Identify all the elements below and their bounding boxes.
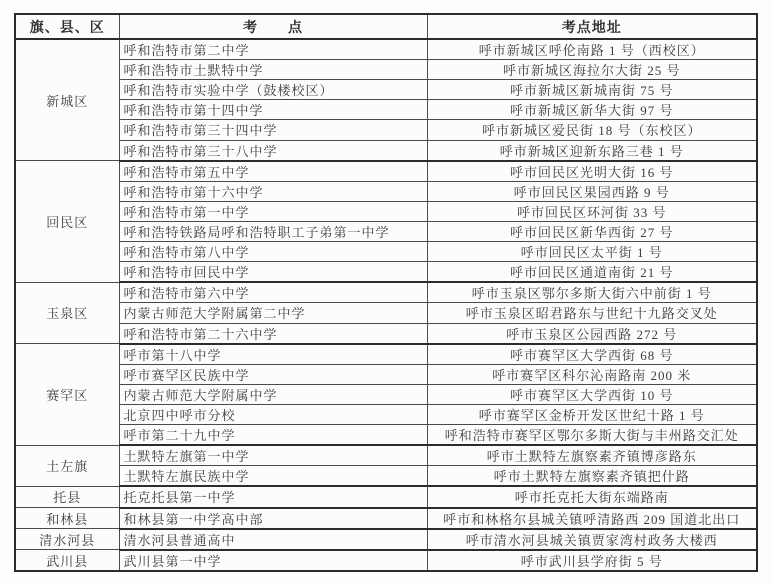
site-cell: 和林县第一中学高中部 [119, 508, 427, 529]
site-cell: 呼和浩特铁路局呼和浩特职工子弟第一中学 [119, 221, 427, 241]
table-row [15, 445, 757, 466]
site-cell: 呼和浩特市第三十四中学 [119, 120, 427, 140]
site-cell: 北京四中呼市分校 [119, 404, 427, 424]
site-cell: 呼市赛罕区民族中学 [119, 364, 427, 384]
exam-table-body [15, 39, 757, 571]
site-cell: 呼和浩特市土默特中学 [119, 60, 427, 80]
address-cell: 呼市赛罕区科尔沁南路南 200 米 [427, 364, 757, 384]
site-cell: 呼和浩特市实验中学（鼓楼校区） [119, 80, 427, 100]
address-cell: 呼市土默特左旗察素齐镇博彦路东 [427, 445, 757, 466]
site-cell: 土默特左旗民族中学 [119, 466, 427, 487]
address-cell: 呼市回民区光明大街 16 号 [427, 161, 757, 182]
table-row [15, 120, 757, 140]
address-cell: 呼市托克托大街东端路南 [427, 486, 757, 507]
district-cell: 和林县 [15, 508, 119, 529]
table-row [15, 60, 757, 80]
table-row [15, 161, 757, 182]
table-row [15, 344, 757, 365]
table-row [15, 282, 757, 303]
table-row [15, 550, 757, 571]
address-cell: 呼市回民区新华西街 27 号 [427, 221, 757, 241]
site-cell: 呼市第十八中学 [119, 344, 427, 365]
table-row [15, 242, 757, 262]
site-cell: 托克托县第一中学 [119, 486, 427, 507]
site-cell: 呼和浩特市第二十六中学 [119, 323, 427, 344]
site-cell: 内蒙古师范大学附属第二中学 [119, 303, 427, 323]
address-cell: 呼市新城区呼伦南路 1 号（西校区） [427, 39, 757, 60]
table-row [15, 303, 757, 323]
address-cell: 呼市玉泉区昭君路东与世纪十九路交叉处 [427, 303, 757, 323]
district-cell: 土左旗 [15, 445, 119, 486]
address-cell: 呼市回民区太平街 1 号 [427, 242, 757, 262]
site-cell: 清水河县普通高中 [119, 529, 427, 550]
site-cell: 呼和浩特市第八中学 [119, 242, 427, 262]
address-cell: 呼市新城区海拉尔大街 25 号 [427, 60, 757, 80]
table-row [15, 384, 757, 404]
site-cell: 呼和浩特市第一中学 [119, 201, 427, 221]
table-row [15, 80, 757, 100]
table-row [15, 181, 757, 201]
exam-sites-table [14, 13, 758, 572]
table-row [15, 140, 757, 161]
table-row [15, 39, 757, 60]
address-cell: 呼市赛罕区大学西街 68 号 [427, 344, 757, 365]
address-cell: 呼市回民区果园西路 9 号 [427, 181, 757, 201]
district-cell: 赛罕区 [15, 344, 119, 446]
address-cell: 呼市玉泉区公园西路 272 号 [427, 323, 757, 344]
site-cell: 呼和浩特市第五中学 [119, 161, 427, 182]
address-cell: 呼市回民区通道南街 21 号 [427, 262, 757, 283]
table-header-row [15, 14, 757, 39]
site-cell: 呼和浩特市第二中学 [119, 39, 427, 60]
table-row [15, 466, 757, 487]
table-row [15, 323, 757, 344]
district-cell: 回民区 [15, 161, 119, 283]
site-cell: 呼和浩特市第六中学 [119, 282, 427, 303]
site-cell: 呼和浩特市第十四中学 [119, 100, 427, 120]
site-cell: 土默特左旗第一中学 [119, 445, 427, 466]
site-cell: 呼和浩特市回民中学 [119, 262, 427, 283]
table-row [15, 529, 757, 550]
district-cell: 武川县 [15, 550, 119, 571]
district-cell: 新城区 [15, 39, 119, 161]
address-cell: 呼市赛罕区金桥开发区世纪十路 1 号 [427, 404, 757, 424]
address-cell: 呼市新城区迎新东路三巷 1 号 [427, 140, 757, 161]
address-cell: 呼市回民区环河街 33 号 [427, 201, 757, 221]
address-cell: 呼市新城区新城南街 75 号 [427, 80, 757, 100]
header-district: 旗、县、区 [15, 14, 119, 39]
address-cell: 呼市清水河县城关镇贾家湾村政务大楼西 [427, 529, 757, 550]
table-row [15, 486, 757, 507]
district-cell: 托县 [15, 486, 119, 507]
table-row [15, 425, 757, 446]
address-cell: 呼市和林格尔县城关镇呼清路西 209 国道北出口 [427, 508, 757, 529]
table-row [15, 201, 757, 221]
address-cell: 呼和浩特市赛罕区鄂尔多斯大街与丰州路交汇处 [427, 425, 757, 446]
address-cell: 呼市玉泉区鄂尔多斯大街六中前街 1 号 [427, 282, 757, 303]
table-row [15, 404, 757, 424]
site-cell: 呼和浩特市第三十八中学 [119, 140, 427, 161]
site-cell: 呼市第二十九中学 [119, 425, 427, 446]
district-cell: 玉泉区 [15, 282, 119, 343]
header-address: 考点地址 [427, 14, 757, 39]
address-cell: 呼市赛罕区大学西街 10 号 [427, 384, 757, 404]
header-site: 考 点 [119, 14, 427, 39]
address-cell: 呼市武川县学府街 5 号 [427, 550, 757, 571]
table-row [15, 364, 757, 384]
district-cell: 清水河县 [15, 529, 119, 550]
site-cell: 内蒙古师范大学附属中学 [119, 384, 427, 404]
table-row [15, 100, 757, 120]
table-row [15, 221, 757, 241]
site-cell: 呼和浩特市第十六中学 [119, 181, 427, 201]
address-cell: 呼市土默特左旗察素齐镇把什路 [427, 466, 757, 487]
table-row [15, 262, 757, 283]
table-row [15, 508, 757, 529]
site-cell: 武川县第一中学 [119, 550, 427, 571]
address-cell: 呼市新城区新华大街 97 号 [427, 100, 757, 120]
address-cell: 呼市新城区爱民街 18 号（东校区） [427, 120, 757, 140]
